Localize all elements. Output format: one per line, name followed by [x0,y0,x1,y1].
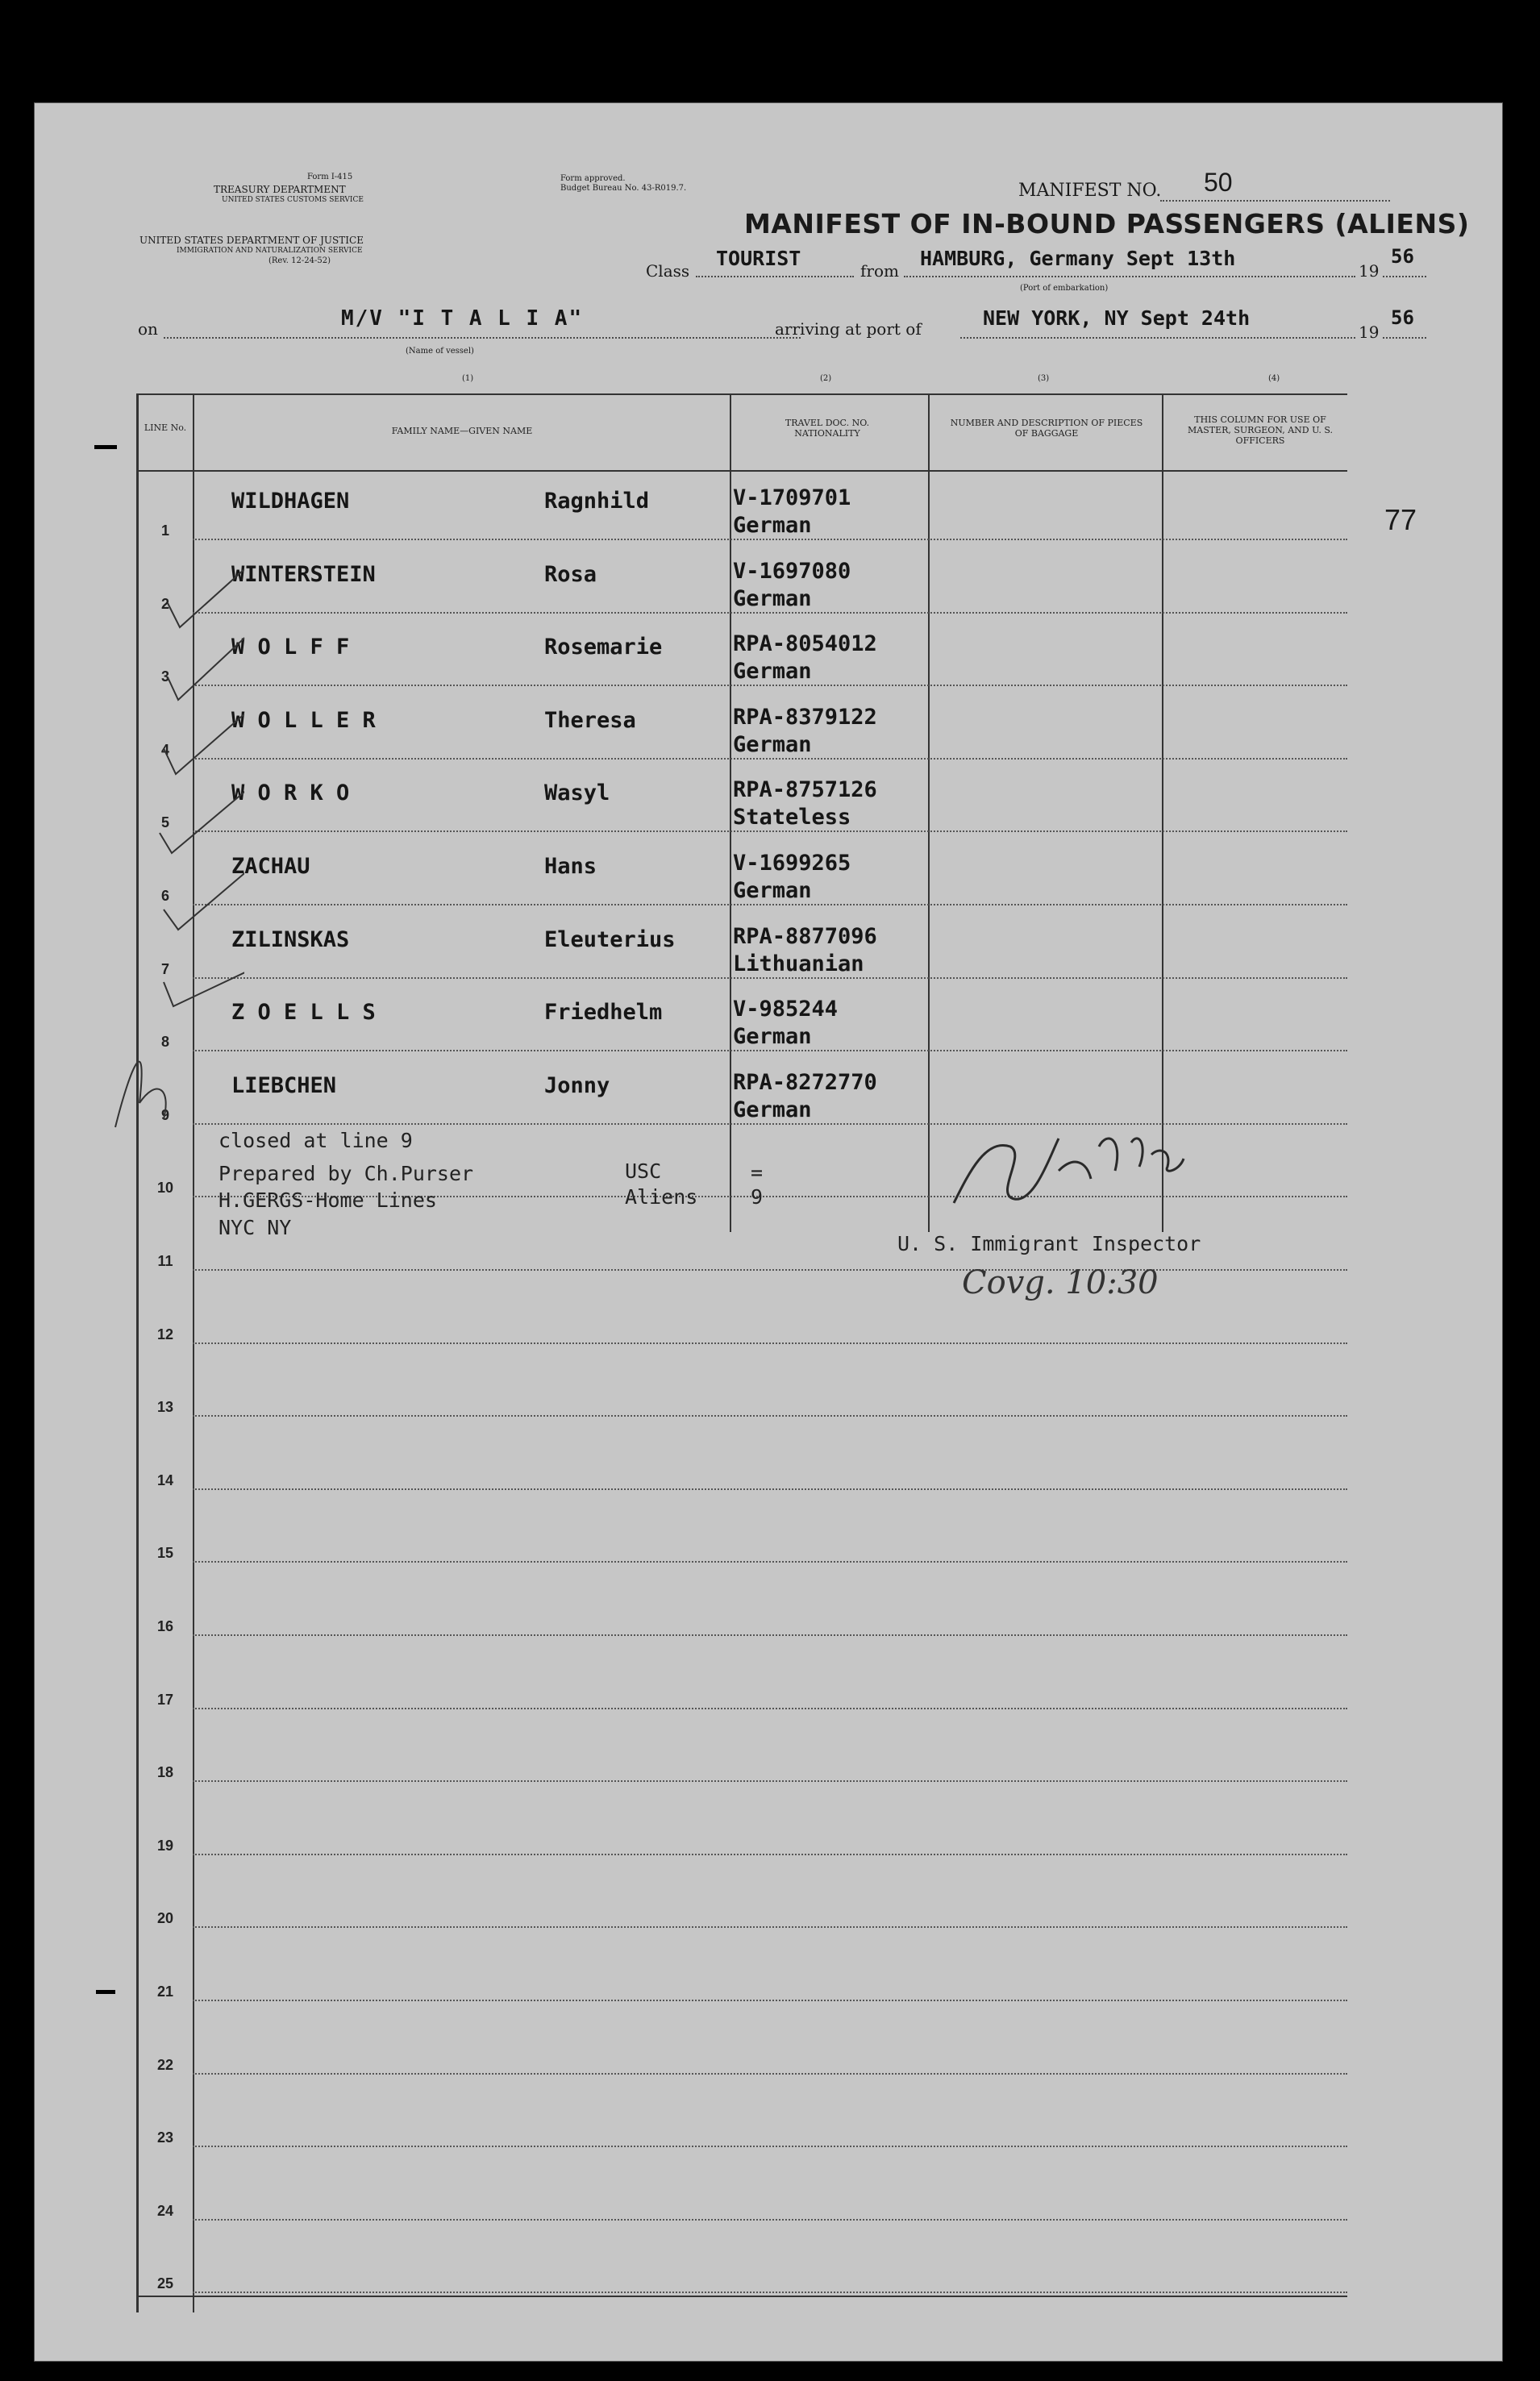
table-bottom-border [138,2296,1347,2297]
header-bottom-border [138,470,1347,472]
given-name: Wasyl [544,780,610,806]
line-number: 4 [160,741,169,758]
row-rule [193,2073,1347,2075]
line-number: 8 [160,1034,169,1051]
nationality: German [733,731,812,757]
given-name: Friedhelm [544,1000,663,1026]
given-name: Theresa [544,707,636,733]
col-divider-baggage [1162,393,1163,1232]
row-rule [193,1854,1347,1855]
col-num-2: (2) [820,374,832,383]
inspector-signature [938,1122,1196,1219]
travel-doc-number: V-1709701 [733,485,851,510]
line-number: 2 [160,595,169,612]
family-name: W O L L E R [231,707,376,733]
row-rule [193,1561,1347,1563]
row-rule [193,1634,1347,1636]
manifest-number: 50 [1204,168,1233,197]
arriving-dotline [960,337,1355,339]
aliens-value: 9 [751,1185,764,1209]
row-rule [193,1415,1347,1417]
usc-label: USC [625,1159,662,1183]
treasury-dept: TREASURY DEPARTMENT [214,184,346,195]
prepared-note: Prepared by Ch.Purser [219,1162,474,1185]
line-number: 18 [156,1764,174,1781]
check-marks [83,466,244,1192]
travel-doc-number: V-1699265 [733,851,851,876]
line-number: 14 [156,1471,174,1488]
nationality: Lithuanian [733,951,864,976]
immigration-service: IMMIGRATION AND NATURALIZATION SERVICE [177,247,363,255]
arriving-label: arriving at port of [775,319,922,339]
from-value: HAMBURG, Germany Sept 13th [920,247,1236,270]
form-number: Form I-415 [307,173,353,181]
line-number: 12 [156,1326,174,1342]
line-number: 3 [160,668,169,685]
line-number: 21 [156,1983,174,2000]
col-divider-doc [928,393,930,1232]
col-divider-name [730,393,731,1232]
row-rule [193,1926,1347,1928]
customs-service: UNITED STATES CUSTOMS SERVICE [222,196,364,204]
row-rule [193,1342,1347,1344]
header-line-no: LINE No. [144,423,187,433]
line-number: 9 [160,1106,169,1123]
form-approved: Form approved. [560,174,626,183]
given-name: Jonny [544,1072,610,1098]
vessel-name: M/V "I T A L I A" [341,306,584,331]
row-rule [193,612,1347,614]
manifest-label: MANIFEST NO. [1018,181,1162,201]
row-rule [193,1488,1347,1490]
nationality: German [733,513,812,538]
year-1: 56 [1391,245,1414,268]
nationality: German [733,1024,812,1050]
purser-note: H.GERGS-Home Lines [219,1188,437,1212]
line-number: 19 [156,1837,174,1854]
family-name: W O R K O [231,780,350,806]
vessel-caption: (Name of vessel) [406,347,474,356]
travel-doc-number: RPA-8757126 [733,777,877,803]
given-name: Eleuterius [544,926,676,952]
arriving-value: NEW YORK, NY Sept 24th [983,306,1251,330]
row-rule [193,830,1347,832]
nationality: German [733,878,812,903]
row-rule [193,2219,1347,2221]
row-rule [193,904,1347,905]
line-number: 11 [157,1253,173,1269]
justice-dept: UNITED STATES DEPARTMENT OF JUSTICE [139,235,364,246]
usc-value: = [751,1161,764,1184]
given-name: Ragnhild [544,489,650,514]
from-dotline [904,276,1355,277]
vessel-dotline [164,337,801,339]
line-number: 16 [156,1618,174,1634]
header-officers: THIS COLUMN FOR USE OF MASTER, SURGEON, AND U. S. OFFICERS [1187,414,1333,446]
year-2: 56 [1391,306,1414,329]
row-rule [193,2000,1347,2001]
row-rule [193,2146,1347,2147]
family-name: WILDHAGEN [231,489,350,514]
manifest-title: MANIFEST OF IN-BOUND PASSENGERS (ALIENS) [744,208,1470,239]
header-name: FAMILY NAME—GIVEN NAME [391,426,533,436]
travel-doc-number: RPA-8054012 [733,631,877,657]
line-number: 7 [160,960,169,977]
line-number: 13 [156,1399,174,1416]
col-num-3: (3) [1038,374,1050,383]
line-number: 17 [156,1691,174,1708]
family-name: Z O E L L S [231,1000,376,1026]
edge-mark-bottom [96,1990,115,1994]
col-num-4: (4) [1268,374,1280,383]
closed-note: closed at line 9 [219,1129,413,1152]
row-rule [193,1269,1347,1271]
city-note: NYC NY [219,1216,292,1239]
row-rule [193,977,1347,979]
page-number: 77 [1384,503,1417,536]
line-number: 24 [156,2202,174,2219]
line-number: 1 [160,522,169,539]
family-name: ZACHAU [231,854,310,879]
line-number: 22 [156,2056,174,2073]
line-number: 5 [160,814,169,831]
travel-doc-number: RPA-8272770 [733,1069,877,1095]
given-name: Rosemarie [544,635,663,660]
class-value: TOURIST [716,247,801,270]
line-number: 15 [156,1545,174,1562]
year-prefix-2: 19 [1359,323,1380,342]
row-rule [193,685,1347,686]
nationality: Stateless [733,805,851,830]
header-baggage: NUMBER AND DESCRIPTION OF PIECES OF BAGGAGE [950,418,1143,439]
line-number: 25 [156,2275,174,2292]
row-rule [193,539,1347,540]
line-number: 20 [156,1910,174,1927]
family-name: W O L F F [231,635,350,660]
from-label: from [860,261,899,281]
given-name: Rosa [544,561,597,587]
port-embark-caption: (Port of embarkation) [1020,284,1109,293]
travel-doc-number: RPA-8379122 [733,704,877,730]
family-name: LIEBCHEN [231,1072,337,1098]
year-prefix-1: 19 [1359,261,1380,281]
travel-doc-number: RPA-8877096 [733,923,877,949]
row-rule [193,1050,1347,1051]
row-rule [193,758,1347,760]
col-num-1: (1) [462,374,474,383]
row-rule [193,1780,1347,1782]
year-2-dotline [1383,337,1426,339]
travel-doc-number: V-985244 [733,997,839,1022]
budget-bureau: Budget Bureau No. 43-R019.7. [560,184,687,193]
row-rule [193,2292,1347,2293]
edge-mark-top [94,445,117,449]
family-name: ZILINSKAS [231,926,350,952]
nationality: German [733,585,812,611]
family-name: WINTERSTEIN [231,561,376,587]
inspector-stamp: U. S. Immigrant Inspector [897,1232,1201,1255]
line-number: 6 [160,888,169,904]
header-travel-doc: TRAVEL DOC. NO. NATIONALITY [785,418,870,439]
travel-doc-number: V-1697080 [733,558,851,584]
aliens-label: Aliens [625,1185,698,1209]
class-label: Class [646,261,690,281]
revision: (Rev. 12-24-52) [268,256,331,265]
nationality: German [733,1097,812,1122]
handwritten-count: Covg. 10:30 [962,1264,1159,1301]
class-dotline [696,276,854,277]
nationality: German [733,659,812,685]
row-rule [193,1708,1347,1709]
manifest-dotline [1160,200,1390,202]
on-label: on [138,319,158,339]
table-top-border [138,393,1347,395]
year-1-dotline [1383,276,1426,277]
given-name: Hans [544,854,597,879]
line-number: 23 [156,2129,174,2146]
manifest-page [34,102,1503,2362]
line-number: 10 [156,1180,174,1197]
